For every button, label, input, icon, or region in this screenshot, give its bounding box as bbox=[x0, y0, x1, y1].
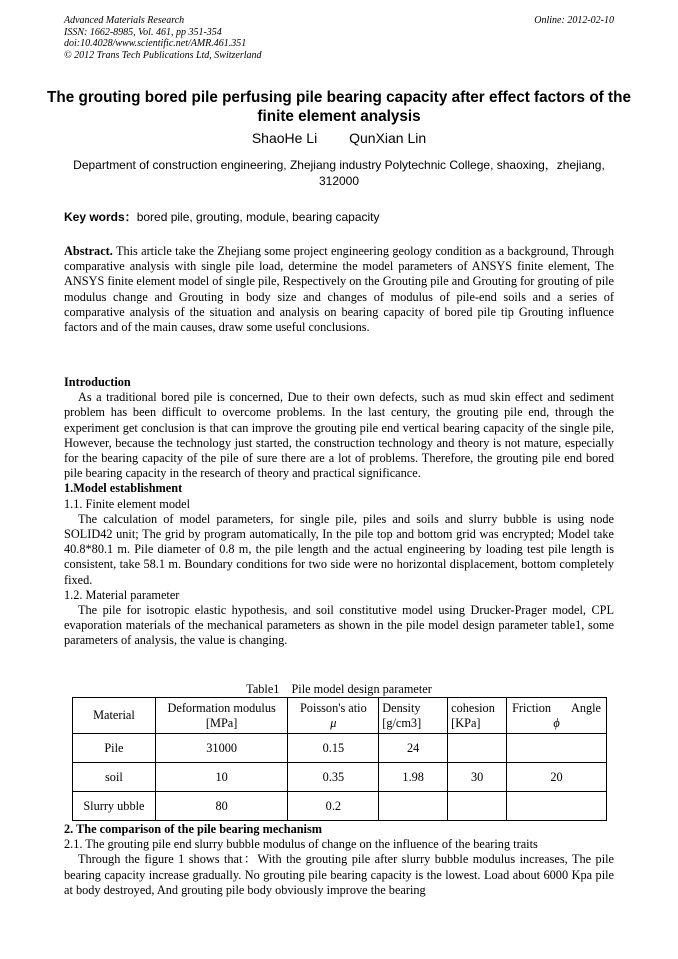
section-2 bbox=[64, 822, 614, 898]
cell-modulus: 10 bbox=[155, 763, 288, 792]
cell-density bbox=[379, 792, 448, 821]
abstract bbox=[64, 244, 614, 335]
section1-heading: 1.Model establishment bbox=[64, 481, 183, 496]
subsection-1-1: 1.1. Finite element model bbox=[64, 496, 191, 511]
intro-heading: Introduction bbox=[64, 375, 131, 389]
header-friction-symbol: ϕ bbox=[553, 715, 560, 730]
keywords-text: bored pile, grouting, module, bearing capacity bbox=[136, 210, 380, 224]
header-cohesion bbox=[448, 698, 507, 734]
cell-cohesion bbox=[448, 792, 507, 821]
table-caption bbox=[0, 682, 678, 697]
header-friction-label: Friction bbox=[512, 700, 552, 715]
authors bbox=[0, 130, 678, 146]
cell-density: 24 bbox=[379, 734, 448, 763]
cell-material: Slurry ubble bbox=[73, 792, 156, 821]
header-material: Material bbox=[73, 698, 156, 734]
cell-poisson: 0.35 bbox=[288, 763, 379, 792]
keywords-label: Key words： bbox=[64, 210, 137, 224]
paper-title: The grouting bored pile perfusing pile bearing capacity after effect factors of the finite element analysis bbox=[47, 89, 631, 125]
cell-material: soil bbox=[73, 763, 156, 792]
section2-paragraph-1: Through the figure 1 shows that：With the grouting pile after slurry bubble modulus increases, The pile bearing capacity increase gradually. No grouting pile bearing capacity is the lowest. Load about 6000 Kpa pile at body destroyed, And grouting pile body obviously improve the bearing bbox=[64, 852, 614, 897]
author-1: ShaoHe Li bbox=[251, 130, 318, 146]
cell-modulus: 80 bbox=[155, 792, 288, 821]
cell-modulus: 31000 bbox=[155, 734, 288, 763]
keywords bbox=[64, 208, 614, 225]
header-density bbox=[379, 698, 448, 734]
header-cohesion-label: cohesion bbox=[451, 700, 495, 715]
header-density-label: Density bbox=[382, 700, 421, 715]
intro-paragraph: As a traditional bored pile is concerned, Due to their own defects, such as mud skin effect and sediment problem has been difficult to overcome problems. In the last century, the grouting pile end, through the experiment get conclusion is that can improve the grouting pile end vertical bearing capacity of the single pile, However, because the technology just started, the construction technology and theory is not mature, especially for the bearing capacity of the pile of sure there are a lot of problems. Therefore, the grouting pile end bored pile bearing capacity in the research of theory and practical significance. bbox=[64, 390, 614, 481]
abstract-label: Abstract. bbox=[64, 244, 113, 258]
section2-heading: 2. The comparison of the pile bearing mechanism bbox=[64, 822, 323, 836]
issn-line: ISSN: 1662-8985, Vol. 461, pp 351-354 bbox=[64, 26, 222, 38]
cell-cohesion bbox=[448, 734, 507, 763]
copyright-line: © 2012 Trans Tech Publications Ltd, Switzerland bbox=[64, 49, 262, 61]
cell-friction bbox=[507, 792, 607, 821]
table-number: Table1 bbox=[246, 682, 280, 696]
subsection-2-1: 2.1. The grouting pile end slurry bubble modulus of change on the influence of the bearing traits bbox=[64, 837, 538, 852]
section1-paragraph-2: The pile for isotropic elastic hypothesis, and soil constitutive model using Drucker-Prager model, CPL evaporation materials of the mechanical parameters as shown in the pile model design parameter table1, some parameters of analysis, the value is changing. bbox=[64, 603, 614, 648]
header-deformation-unit: [MPa] bbox=[205, 715, 238, 730]
table-row bbox=[73, 734, 607, 763]
online-date: Online: 2012-02-10 bbox=[534, 15, 614, 26]
header-poisson-symbol: μ bbox=[330, 715, 337, 730]
cell-friction bbox=[507, 734, 607, 763]
header-poisson bbox=[288, 698, 379, 734]
header-poisson-label: Poisson's atio bbox=[299, 700, 367, 715]
cell-cohesion: 30 bbox=[448, 763, 507, 792]
header-deformation-label: Deformation modulus bbox=[167, 700, 276, 715]
doi-line: doi:10.4028/www.scientific.net/AMR.461.351 bbox=[64, 38, 247, 49]
journal-header bbox=[64, 15, 262, 61]
header-deformation bbox=[155, 698, 288, 734]
author-2: QunXian Lin bbox=[349, 130, 427, 146]
cell-density: 1.98 bbox=[379, 763, 448, 792]
table-row bbox=[73, 763, 607, 792]
table-row bbox=[73, 792, 607, 821]
header-density-unit: [g/cm3] bbox=[382, 715, 422, 730]
header-friction bbox=[507, 698, 607, 734]
journal-name: Advanced Materials Research bbox=[64, 15, 185, 26]
abstract-text: This article take the Zhejiang some project engineering geology condition as a background, Through comparative analysis with single pile load, determine the model parameters of ANSYS finite element, The ANSYS finite element model of single pile, Respectively on the Grouting pile and Grouting for grouting of pile modulus change and Grouting in body size and changes of modulus of pile-end soils and a series of comparative analysis of the situation and analysis on bearing capacity of bored pile tip Grouting influence factors and of the main causes, draw some useful conclusions. bbox=[64, 244, 614, 335]
cell-material: Pile bbox=[73, 734, 156, 763]
table-header-row bbox=[73, 698, 607, 734]
main-body bbox=[64, 375, 614, 649]
affiliation: Department of construction engineering, Zhejiang industry Polytechnic College, shaoxing，zhejiang, 312000 bbox=[73, 158, 605, 188]
table-title: Pile model design parameter bbox=[291, 682, 432, 696]
section1-paragraph-1: The calculation of model parameters, for single pile, piles and soils and slurry bubble is using node SOLID42 unit; The grid by program automatically, In the pile top and bottom grid was encrypted; Model take 40.8*80.1 m. Pile diameter of 0.8 m, the pile length and the actual engineering by loading test pile length is consistent, take 58.1 m. Boundary conditions for two side were no horizontal displacement, bottom completely fixed. bbox=[64, 511, 614, 587]
header-cohesion-unit: [KPa] bbox=[451, 715, 481, 730]
cell-poisson: 0.2 bbox=[288, 792, 379, 821]
header-friction-angle: Angle bbox=[570, 700, 601, 715]
cell-friction: 20 bbox=[507, 763, 607, 792]
subsection-1-2: 1.2. Material parameter bbox=[64, 587, 180, 602]
cell-poisson: 0.15 bbox=[288, 734, 379, 763]
parameter-table bbox=[72, 697, 607, 821]
